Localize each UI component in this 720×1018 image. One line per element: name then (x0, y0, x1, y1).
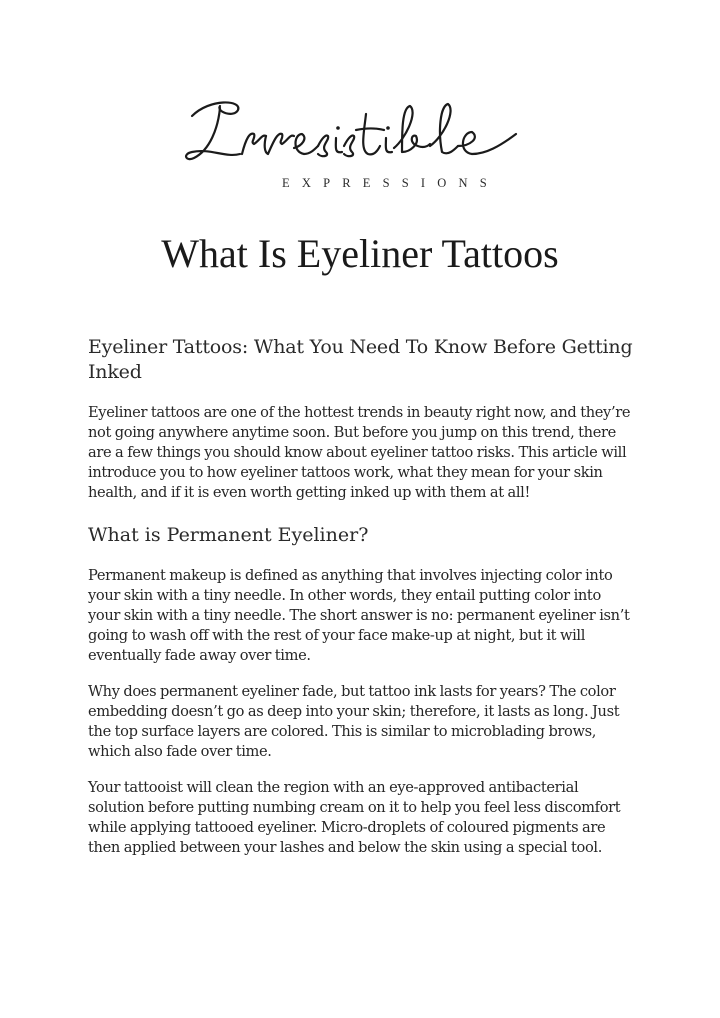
paragraph-procedure: Your tattooist will clean the region with an eye-approved antibacterial solution before putting numbing cream on it to help you feel less discomfort while applying tattooed eyeliner. Micro-droplets of coloured pigments are then applied between your lashes and below the skin using a special tool. (88, 779, 621, 856)
page-title: What Is Eyeliner Tattoos (161, 231, 559, 276)
brand-script-logo (180, 88, 540, 174)
intro-paragraph: Eyeliner tattoos are one of the hottest trends in beauty right now, and they’re not going anywhere anytime soon. But before you jump on this trend, there are a few things you should know about eyeliner tattoo risks. This article will introduce you to how eyeliner tattoos work, what they mean for your skin health, and if it is even worth getting inked up with them at all! (88, 404, 631, 501)
section-heading-intro: Eyeliner Tattoos: What You Need To Know Before Getting Inked (88, 336, 633, 383)
article-body (88, 335, 636, 874)
paragraph-definition: Permanent makeup is defined as anything that involves injecting color into your skin with a tiny needle. In other words, they entail putting color into your skin with a tiny needle. The short answer is no: permanent eyeliner isn’t going to wash off with the rest of your face make-up at night, but it will eventually fade away over time. (88, 567, 630, 664)
paragraph-fading: Why does permanent eyeliner fade, but tattoo ink lasts for years? The color embedding doesn’t go as deep into your skin; therefore, it lasts as long. Just the top surface layers are colored. This is similar to microblading brows, which also fade over time. (88, 683, 620, 760)
brand-logo (180, 88, 540, 198)
brand-subtitle: EXPRESSIONS (282, 176, 499, 190)
section-heading-permanent-eyeliner: What is Permanent Eyeliner? (88, 524, 369, 546)
